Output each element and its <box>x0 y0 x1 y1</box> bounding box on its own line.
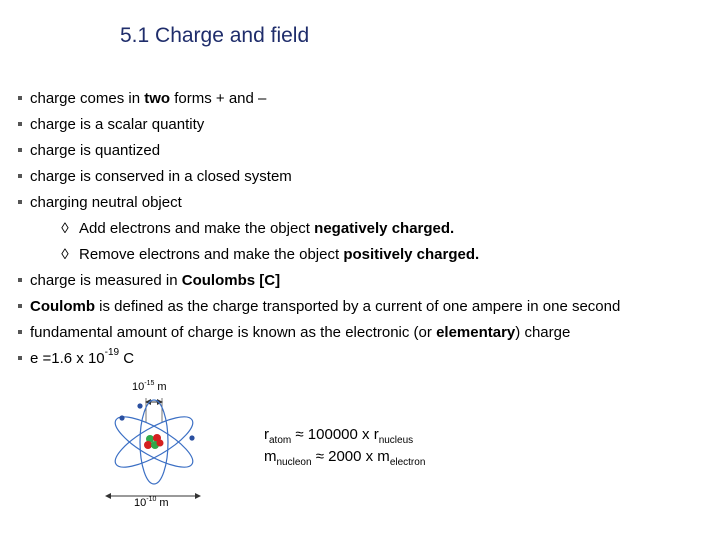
bullet-marker <box>18 356 22 360</box>
proton <box>144 441 152 449</box>
formula-subscript: electron <box>389 457 426 468</box>
size-ratio-formulas <box>264 424 425 468</box>
bullet-marker <box>18 304 22 308</box>
bullet-bold: elementary <box>436 324 516 341</box>
electron <box>119 415 124 420</box>
diamond-marker: ◊ <box>61 246 69 263</box>
bullet-list <box>16 86 716 372</box>
formula-text: ≈ 100000 x r <box>291 426 379 443</box>
bullet-text: fundamental amount of charge is known as the electronic (or <box>30 324 437 341</box>
formula-symbol: m <box>264 448 277 465</box>
bullet-marker <box>18 148 22 152</box>
sub-bullet-item <box>16 242 716 268</box>
bullet-text: charge is quantized <box>30 142 161 159</box>
bullet-bold: two <box>144 90 171 107</box>
nucleus <box>144 434 164 449</box>
electron <box>189 435 194 440</box>
bullet-bold: negatively charged. <box>314 220 455 237</box>
sub-bullet-item <box>16 216 716 242</box>
bullet-marker <box>18 200 22 204</box>
bullet-text: charge comes in <box>30 90 145 107</box>
bullet-text: ) charge <box>515 324 571 341</box>
electron <box>137 403 142 408</box>
bullet-marker <box>18 278 22 282</box>
bullet-text: Add electrons and make the object <box>79 220 315 237</box>
bullet-item <box>16 112 716 138</box>
slide-title: 5.1 Charge and field <box>120 24 310 47</box>
formula-subscript: nucleon <box>276 457 312 468</box>
mass-ratio-line <box>264 446 425 468</box>
bullet-bold: positively charged. <box>343 246 480 263</box>
nucleus-scale-label: $10^{-15}$ m <box>132 380 167 393</box>
formula-symbol: r <box>264 426 269 443</box>
bullet-item <box>16 164 716 190</box>
bullet-text: Remove electrons and make the object <box>79 246 344 263</box>
bullet-text: is defined as the charge transported by a current of one ampere in one second <box>95 298 621 315</box>
bullet-text: charge is conserved in a closed system <box>30 168 292 185</box>
bullet-item <box>16 346 716 372</box>
bullet-text: charging neutral object <box>30 194 182 211</box>
e-exponent: -19 <box>104 347 120 358</box>
bullet-text: charge is a scalar quantity <box>30 116 205 133</box>
bullet-marker <box>18 122 22 126</box>
proton <box>157 440 164 447</box>
bullet-item <box>16 294 716 320</box>
formula-subscript: nucleus <box>378 435 414 446</box>
bullet-text: forms + and – <box>170 90 267 107</box>
bullet-bold: Coulomb <box>30 298 95 315</box>
bullet-item <box>16 268 716 294</box>
formula-subscript: atom <box>269 435 292 446</box>
bullet-marker <box>18 96 22 100</box>
formula-text: ≈ 2000 x m <box>311 448 390 465</box>
e-value-text: e =1.6 x 10 <box>30 350 105 367</box>
atom-scale-label: $10^{-10}$ m <box>134 496 169 508</box>
radius-ratio-line <box>264 424 425 446</box>
bullet-marker <box>18 330 22 334</box>
bullet-text: charge is measured in <box>30 272 182 289</box>
bullet-item <box>16 320 716 346</box>
bullet-item <box>16 190 716 216</box>
bullet-item <box>16 138 716 164</box>
bullet-item <box>16 86 716 112</box>
bullet-bold: Coulombs [C] <box>181 272 281 289</box>
diamond-marker: ◊ <box>61 220 69 237</box>
atom-diagram <box>100 378 220 508</box>
e-unit: C <box>119 350 135 367</box>
bullet-marker <box>18 174 22 178</box>
